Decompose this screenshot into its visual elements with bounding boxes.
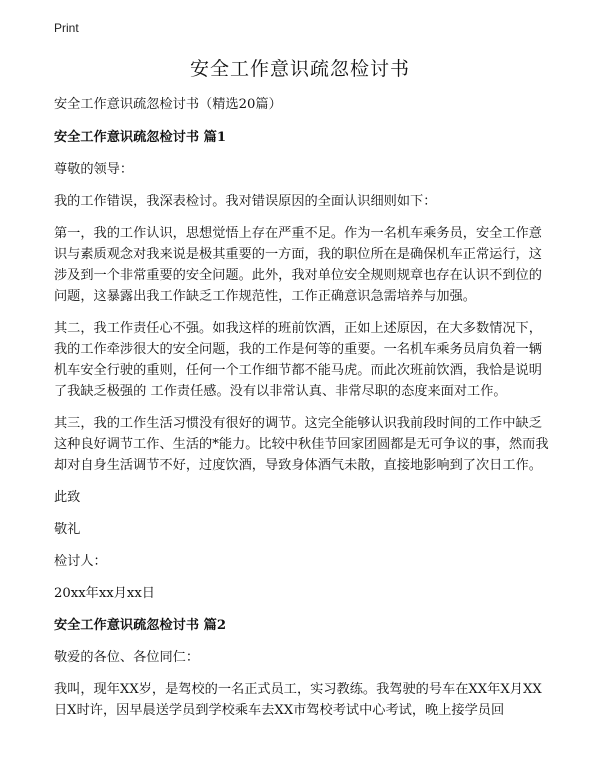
- intro-paragraph: 我的工作错误，我深表检讨。我对错误原因的全面认识细则如下：: [54, 194, 437, 209]
- section2-paragraph-1: 我叫，现年XX岁，是驾校的一名正式员工，实习教练。我驾驶的号车在XX年X月XX日X时许，因早晨送学员到学校乘车去XX市驾校考试中心考试，晚上接学员回: [54, 682, 542, 718]
- section-heading-2: 安全工作意识疏忽检讨书 篇2: [54, 618, 227, 633]
- document-subtitle: 安全工作意识疏忽检讨书（精选20篇）: [54, 97, 282, 112]
- signer-label: 检讨人：: [54, 554, 107, 569]
- salutation-1: 尊敬的领导：: [54, 162, 134, 177]
- section-heading-1: 安全工作意识疏忽检讨书 篇1: [54, 130, 227, 145]
- closing-line-2: 敬礼: [54, 522, 81, 537]
- document-title: 安全工作意识疏忽检讨书: [189, 58, 410, 80]
- salutation-2: 敬爱的各位、各位同仁：: [54, 650, 200, 665]
- print-link[interactable]: Print: [54, 21, 79, 35]
- paragraph-3: 其三，我的工作生活习惯没有很好的调节。这完全能够认识我前段时间的工作中缺乏这种良好调节工作、生活的*能力。比较中秋佳节回家团圆都是无可争议的事，然而我却对自身生活调节不好，过度饮酒，导致身体酒气未散，直接地影响到了次日工作。: [54, 416, 549, 473]
- paragraph-1: 第一，我的工作认识，思想觉悟上存在严重不足。作为一名机车乘务员，安全工作意识与素质观念对我来说是极其重要的一方面，我的职位所在是确保机车正常运行，这涉及到一个非常重要的安全问题。此外，我对单位安全规则规章也存在认识不到位的问题，这暴露出我工作缺乏工作规范性，工作正确意识急需培养与加强。: [54, 226, 542, 304]
- closing-line-1: 此致: [54, 490, 81, 505]
- paragraph-2: 其二，我工作责任心不强。如我这样的班前饮酒，正如上述原因，在大多数情况下，我的工作牵涉很大的安全问题，我的工作是何等的重要。一名机车乘务员肩负着一辆机车安全行驶的重则，任何一个工作细节都不能马虎。而此次班前饮酒，我恰是说明了我缺乏极强的 工作责任感。没有以非常认真、非常尽职的态度来面对工作。: [54, 321, 542, 399]
- document-body: [54, 94, 554, 732]
- date-line: 20xx年xx月xx日: [54, 586, 155, 601]
